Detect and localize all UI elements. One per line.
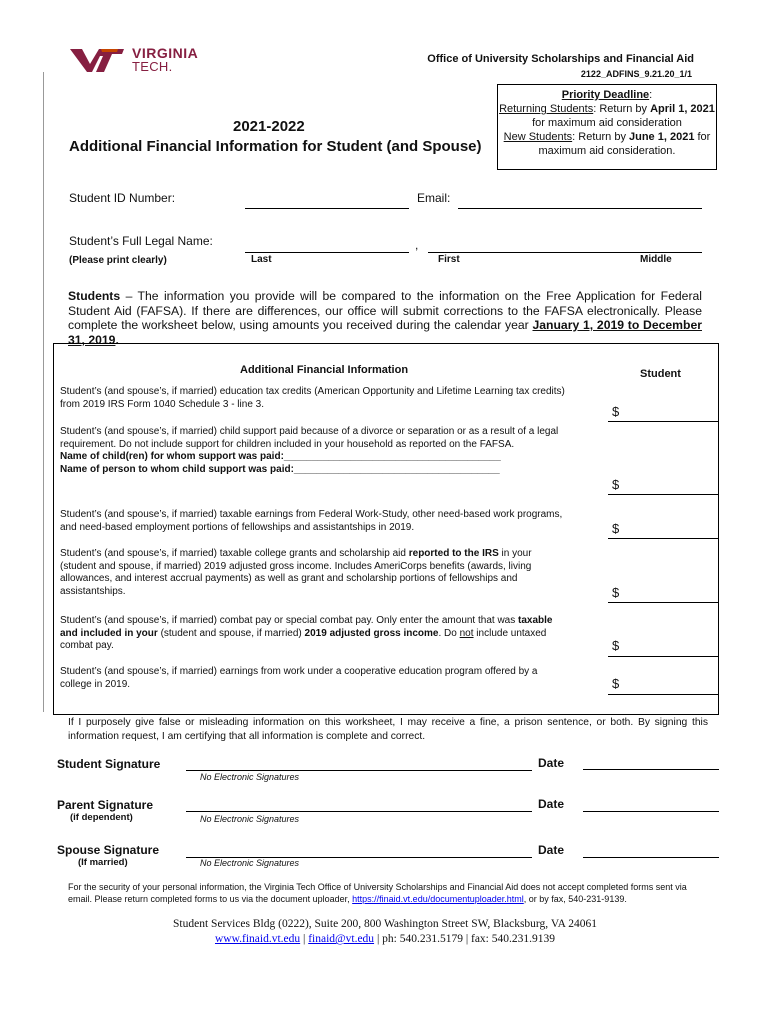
date-label: Date	[538, 843, 565, 857]
vt-logo	[68, 46, 198, 74]
footer-contact: www.finaid.vt.edu | finaid@vt.edu | ph: 540.231.5179 | fax: 540.231.9139	[214, 933, 556, 945]
amount-field-2[interactable]	[608, 494, 718, 495]
certification-statement: If I purposely give false or misleading information on this worksheet, I may receive a fine, a prison sentence, or both. By signing this information request, I am certifying that all information is complete and correct.	[68, 717, 708, 742]
first-caption: First	[438, 254, 460, 265]
student-column-header: Student	[640, 368, 681, 380]
item-work-study-earnings: Student’s (and spouse’s, if married) taxable earnings from Federal Work-Study, other need-based work programs, and need-based employment portions of fellowships and assistantships in 2019.	[60, 509, 563, 533]
returning-label: Returning Students	[499, 103, 594, 115]
security-note: For the security of your personal information, the Virginia Tech Office of University Scholarships and Financial Aid does not accept completed forms sent via email. Please return completed forms to us via the document uploader, https://finaid.vt.edu/documentuploader.html, or by fax, 540-231-9139.	[68, 882, 687, 904]
amount-field-1[interactable]	[608, 421, 718, 422]
priority-deadline-box: Priority Deadline: Returning Students: Return by April 1, 2021 for maximum aid consideration New Students: Return by June 1, 2021 for maximum aid consideration.	[497, 84, 717, 170]
spouse-signature-label: Spouse Signature	[57, 843, 160, 857]
phone-fax: ph: 540.231.5179 | fax: 540.231.9139	[382, 933, 556, 945]
intro-paragraph: Students – The information you provide will be compared to the information on the Free Application for Federal Student Aid (FAFSA). If there are differences, our office will submit corrections to the FAFSA electronically. Please complete the worksheet below, using amounts you received during the calendar year January 1, 2019 to December 31, 2019.	[68, 289, 702, 347]
parent-signature-field[interactable]	[186, 810, 532, 812]
email-link[interactable]: finaid@vt.edu	[308, 933, 375, 945]
middle-caption: Middle	[640, 254, 672, 265]
date-label: Date	[538, 756, 565, 770]
student-id-field[interactable]	[245, 207, 409, 209]
amount-field-5[interactable]	[608, 656, 718, 657]
date-label: Date	[538, 797, 565, 811]
document-uploader-link[interactable]: https://finaid.vt.edu/documentuploader.html	[352, 893, 524, 904]
new-date: June 1, 2021	[629, 131, 695, 143]
item-combat-pay: Student’s (and spouse’s, if married) combat pay or special combat pay. Only enter the amount that was taxable and included in your (student and spouse, if married) 2019 adjusted gross income. Do not include untaxed combat pay.	[60, 615, 553, 651]
name-comma: ,	[415, 238, 419, 252]
spouse-date-field[interactable]	[583, 856, 719, 858]
left-margin-rule	[43, 72, 44, 712]
website-link[interactable]: www.finaid.vt.edu	[214, 933, 301, 945]
vt-logo-icon	[68, 46, 126, 74]
parent-date-field[interactable]	[583, 810, 719, 812]
first-middle-name-field[interactable]	[428, 251, 702, 253]
dollar-sign: $	[612, 638, 620, 653]
logo-line-2: TECH.	[132, 59, 173, 74]
student-id-label: Student ID Number:	[69, 191, 176, 205]
email-field[interactable]	[458, 207, 702, 209]
dollar-sign: $	[612, 585, 620, 600]
amount-field-3[interactable]	[608, 538, 718, 539]
student-date-field[interactable]	[583, 768, 719, 770]
new-label: New Students	[503, 131, 573, 143]
form-code: 2122_ADFINS_9.21.20_1/1	[580, 69, 692, 79]
dollar-sign: $	[612, 676, 620, 691]
item-education-tax-credits: Student’s (and spouse’s, if married) education tax credits (American Opportunity and Lifetime Learning tax credits) from 2019 IRS Form 1040 Schedule 3 - line 3.	[60, 386, 565, 410]
full-name-label: Student’s Full Legal Name:	[69, 234, 213, 248]
support-recipient-field[interactable]: Name of person to whom child support was paid:_____________________________________	[60, 463, 500, 475]
last-name-field[interactable]	[245, 251, 409, 253]
dollar-sign: $	[612, 404, 620, 419]
footer-address: Student Services Bldg (0222), Suite 200, 800 Washington Street SW, Blacksburg, VA 24061	[173, 918, 597, 930]
dollar-sign: $	[612, 477, 620, 492]
form-title: Additional Financial Information for Student (and Spouse)	[69, 138, 482, 155]
logo-line-1: VIRGINIA	[132, 45, 199, 61]
item-child-support: Student’s (and spouse’s, if married) child support paid because of a divorce or separation or as a result of a legal requirement. Do not include support for children included in your household as reported on the FAFSA. Name of child(ren) for whom support was paid:_______________________________________ Name of person to whom child support was paid:_____________________________________	[60, 426, 559, 475]
dollar-sign: $	[612, 521, 620, 536]
no-electronic-note: No Electronic Signatures	[200, 858, 300, 868]
returning-date: April 1, 2021	[650, 103, 715, 115]
form-year: 2021-2022	[233, 118, 305, 135]
student-signature-field[interactable]	[186, 769, 532, 771]
spouse-signature-sub: (If married)	[78, 857, 128, 868]
amount-field-6[interactable]	[608, 694, 718, 695]
amount-field-4[interactable]	[608, 602, 718, 603]
item-grants-scholarships: Student’s (and spouse’s, if married) taxable college grants and scholarship aid reported to the IRS in your (student and spouse, if married) 2019 adjusted gross income. Includes AmeriCorps benefits (awards, living allowances, and interest accrual payments) as well as grant and scholarship portions of fellowships and assistantships.	[60, 548, 532, 597]
parent-signature-sub: (if dependent)	[70, 812, 133, 823]
office-name: Office of University Scholarships and Financial Aid	[427, 53, 694, 65]
item-coop-education: Student’s (and spouse’s, if married) earnings from work under a cooperative education program offered by a college in 2019.	[60, 666, 538, 690]
print-clearly-note: (Please print clearly)	[69, 255, 167, 266]
no-electronic-note: No Electronic Signatures	[200, 814, 300, 824]
no-electronic-note: No Electronic Signatures	[200, 772, 300, 782]
student-signature-label: Student Signature	[57, 757, 161, 771]
deadline-title: Priority Deadline	[561, 89, 650, 101]
table-header: Additional Financial Information	[240, 364, 409, 376]
parent-signature-label: Parent Signature	[57, 798, 154, 812]
email-label: Email:	[417, 191, 451, 205]
last-caption: Last	[251, 254, 272, 265]
child-names-field[interactable]: Name of child(ren) for whom support was paid:_______________________________________	[60, 451, 501, 462]
